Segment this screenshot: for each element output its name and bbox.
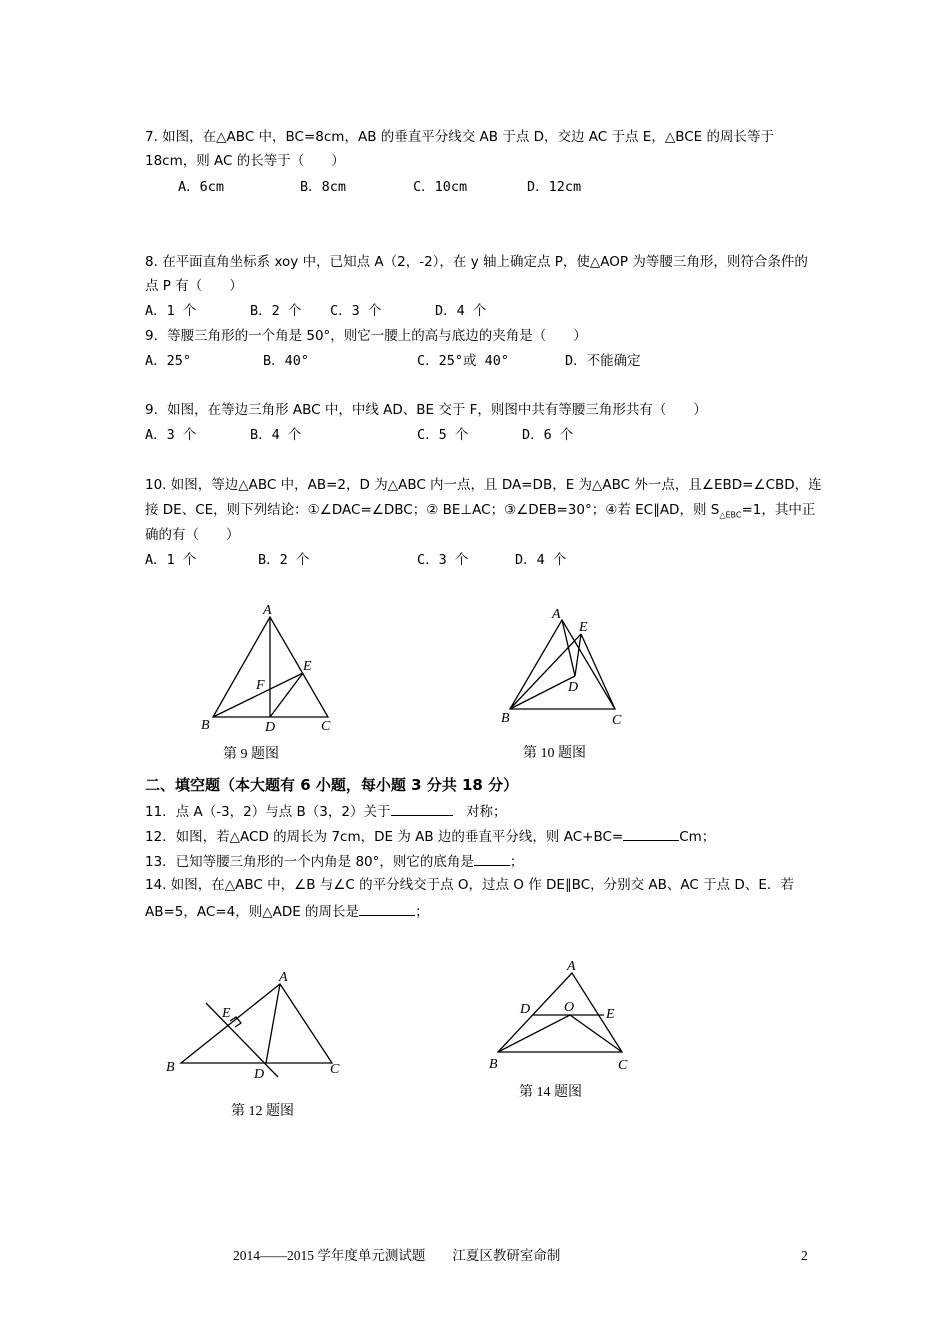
q14-text-a: AB=5，AC=4，则△ADE 的周长是 bbox=[145, 904, 360, 920]
fig9-segment-de bbox=[270, 673, 303, 717]
q9a-option-a: A．25° bbox=[145, 353, 192, 369]
q8-line2: 点 P 有（ ） bbox=[145, 278, 243, 294]
fig12-segment-ad bbox=[266, 984, 280, 1063]
fig14-label-d: D bbox=[520, 1002, 531, 1017]
q13-text-b: ； bbox=[509, 854, 524, 870]
q7-line1: 7. 如图，在△ABC 中，BC=8cm，AB 的垂直平分线交 AB 于点 D，交边 AC 于点 E，△BCE 的周长等于 bbox=[145, 129, 774, 145]
q11-text-a: 11．点 A（-3，2）与点 B（3，2）关于 bbox=[145, 804, 391, 820]
q12-answer-blank[interactable] bbox=[623, 826, 679, 841]
fig10-label-b: B bbox=[501, 711, 510, 726]
fig12-label-a: A bbox=[279, 970, 288, 985]
q9a-option-d: D．不能确定 bbox=[565, 353, 641, 369]
fig10-segment-ce bbox=[581, 634, 615, 709]
q9b-option-d: D．6 个 bbox=[522, 427, 574, 443]
fig12-label-d: D bbox=[254, 1067, 265, 1082]
q13-text-a: 13．已知等腰三角形的一个内角是 80°，则它的底角是 bbox=[145, 854, 474, 870]
q10-line2-text-a: 接 DE、CE，则下列结论：①∠DAC=∠DBC；② BE⊥AC；③∠DEB=30°；④若 EC∥AD，则 S bbox=[145, 502, 720, 518]
q11-answer-blank[interactable] bbox=[391, 801, 453, 816]
q7-line2: 18cm，则 AC 的长等于（ ） bbox=[145, 153, 345, 169]
fig10-caption: 第 10 题图 bbox=[523, 746, 586, 761]
q14-line2 bbox=[145, 901, 429, 921]
fig12-caption: 第 12 题图 bbox=[231, 1104, 294, 1119]
fig14-triangle-abc bbox=[498, 973, 622, 1052]
fig9-label-e: E bbox=[303, 659, 312, 674]
q13 bbox=[145, 851, 523, 871]
fig9-label-d: D bbox=[265, 720, 276, 735]
q9a-option-c: C．25°或 40° bbox=[417, 353, 510, 369]
figure-12 bbox=[160, 965, 350, 1085]
q8-option-d: D．4 个 bbox=[435, 303, 487, 319]
q10-line2-subscript: △EBC bbox=[719, 510, 742, 520]
q7-option-a: A．6cm bbox=[178, 179, 225, 195]
q12-text-a: 12．如图，若△ACD 的周长为 7cm，DE 为 AB 边的垂直平分线，则 AC+BC= bbox=[145, 829, 624, 845]
figure-10 bbox=[495, 603, 635, 733]
q8-line1: 8. 在平面直角坐标系 xoy 中，已知点 A（2，-2），在 y 轴上确定点 P，使△AOP 为等腰三角形，则符合条件的 bbox=[145, 254, 808, 270]
fig14-label-o: O bbox=[564, 1000, 575, 1015]
q14-answer-blank[interactable] bbox=[359, 901, 415, 916]
q9a-line1: 9．等腰三角形的一个角是 50°，则它一腰上的高与底边的夹角是（ ） bbox=[145, 328, 587, 344]
q10-option-b: B．2 个 bbox=[258, 552, 310, 568]
fig10-label-c: C bbox=[612, 713, 622, 728]
q9b-option-b: B．4 个 bbox=[250, 427, 302, 443]
fig14-label-e: E bbox=[606, 1007, 615, 1022]
fig12-label-e: E bbox=[222, 1006, 231, 1021]
q9b-option-c: C．5 个 bbox=[417, 427, 469, 443]
q10-line2-text-b: =1，其中正 bbox=[741, 502, 816, 518]
fig14-caption: 第 14 题图 bbox=[519, 1085, 582, 1100]
fig9-caption: 第 9 题图 bbox=[223, 747, 279, 762]
footer-text: 2014——2015 学年度单元测试题 江夏区教研室命制 bbox=[233, 1248, 561, 1263]
q12-text-b: Cm； bbox=[679, 829, 716, 845]
fig14-label-a: A bbox=[567, 959, 576, 974]
q14-text-b: ； bbox=[415, 904, 429, 920]
q7-option-d: D．12cm bbox=[527, 179, 582, 195]
fig10-label-a: A bbox=[552, 607, 561, 622]
q10-option-c: C．3 个 bbox=[417, 552, 469, 568]
fig14-bisector-bo bbox=[498, 1015, 570, 1052]
fig12-triangle-abc bbox=[181, 984, 332, 1063]
q9b-option-a: A．3 个 bbox=[145, 427, 197, 443]
fig9-label-b: B bbox=[201, 718, 210, 733]
q10-line2 bbox=[145, 501, 815, 525]
fig12-label-c: C bbox=[330, 1062, 340, 1077]
q11-text-b: 对称； bbox=[466, 804, 507, 820]
q7-option-c: C．10cm bbox=[413, 179, 468, 195]
q9a-option-b: B．40° bbox=[263, 353, 310, 369]
q10-option-d: D．4 个 bbox=[515, 552, 567, 568]
q13-answer-blank[interactable] bbox=[474, 851, 510, 866]
q12 bbox=[145, 826, 715, 846]
page-number: 2 bbox=[801, 1248, 808, 1263]
q9b-line1: 9．如图，在等边三角形 ABC 中，中线 AD、BE 交于 F，则图中共有等腰三角形共有（ ） bbox=[145, 402, 707, 418]
fig12-label-b: B bbox=[166, 1060, 175, 1075]
q10-line3: 确的有（ ） bbox=[145, 527, 240, 543]
q8-option-b: B．2 个 bbox=[250, 303, 302, 319]
figure-14 bbox=[480, 952, 640, 1077]
q8-option-c: C．3 个 bbox=[330, 303, 382, 319]
fig9-label-a: A bbox=[263, 603, 272, 618]
fig10-label-e: E bbox=[579, 620, 588, 635]
fig9-label-f: F bbox=[256, 678, 265, 693]
fig10-label-d: D bbox=[568, 680, 579, 695]
fig14-label-b: B bbox=[489, 1057, 498, 1072]
section2-heading: 二、填空题（本大题有 6 小题，每小题 3 分共 18 分） bbox=[145, 776, 519, 794]
fig14-label-c: C bbox=[618, 1058, 628, 1073]
q10-option-a: A．1 个 bbox=[145, 552, 197, 568]
fig10-segment-be bbox=[510, 634, 581, 709]
q10-line1: 10. 如图，等边△ABC 中，AB=2，D 为△ABC 内一点，且 DA=DB，E 为△ABC 外一点，且∠EBD=∠CBD，连 bbox=[145, 477, 822, 493]
q14-line1: 14. 如图，在△ABC 中，∠B 与∠C 的平分线交于点 O，过点 O 作 DE∥BC，分别交 AB、AC 于点 D、E．若 bbox=[145, 877, 794, 893]
fig10-triangle-abc bbox=[510, 620, 615, 709]
q8-option-a: A．1 个 bbox=[145, 303, 197, 319]
q7-option-b: B．8cm bbox=[300, 179, 347, 195]
fig9-label-c: C bbox=[321, 719, 331, 734]
q11 bbox=[145, 801, 507, 821]
figure-9 bbox=[195, 600, 345, 740]
